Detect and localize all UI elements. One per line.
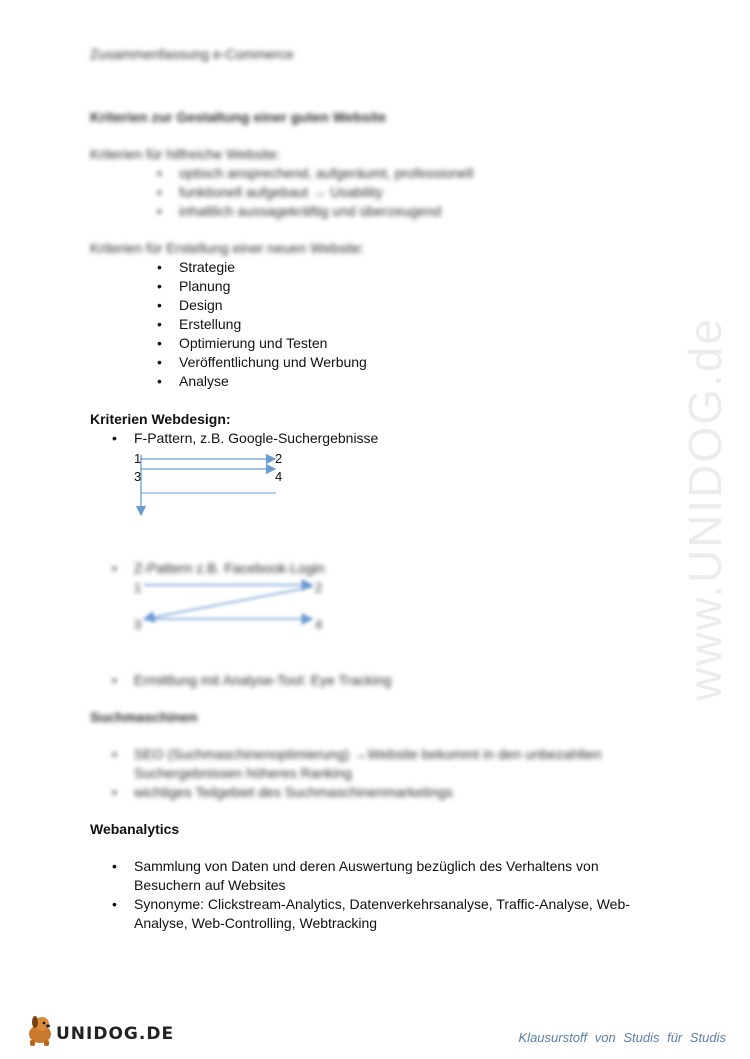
f-pattern-number-2: 2 xyxy=(275,451,283,466)
f-pattern-label: • F-Pattern, z.B. Google-Suchergebnisse xyxy=(134,429,378,448)
z-pattern-label: • Z-Pattern z.B. Facebook-Login xyxy=(134,559,325,578)
watermark-text: www.UNIDOG.de xyxy=(679,317,731,701)
z-pattern-number-4: 4 xyxy=(315,617,323,632)
list-item-continuation: Analyse, Web-Controlling, Webtracking xyxy=(134,915,378,931)
list-item: • Strategie xyxy=(179,258,235,277)
section-heading-suchmaschinen: Suchmaschinen xyxy=(90,709,198,725)
z-pattern-diagram xyxy=(130,575,330,633)
eye-tracking-item: • Ermittlung mit Analyse-Tool: Eye Tracking xyxy=(134,671,392,690)
list-item: • Design xyxy=(179,296,223,315)
list-item-continuation: Besuchern auf Websites xyxy=(134,877,286,893)
section-heading-webanalytics: Webanalytics xyxy=(90,821,180,837)
f-pattern-number-4: 4 xyxy=(275,469,283,484)
z-pattern-number-2: 2 xyxy=(315,580,323,595)
list-item: • optisch ansprechend, aufgeräumt, professionell xyxy=(179,164,473,183)
section-heading-website: Kriterien zur Gestaltung einer guten Website xyxy=(90,109,387,125)
z-pattern-arrow-diagonal xyxy=(144,587,312,619)
f-pattern-number-1: 1 xyxy=(134,451,142,466)
list-item: • Synonyme: Clickstream-Analytics, Datenverkehrsanalyse, Traffic-Analyse, Web- xyxy=(134,895,630,914)
list-item: • Analyse xyxy=(179,372,229,391)
document-header: Zusammenfassung e-Commerce xyxy=(90,46,294,62)
section-heading-webdesign: Kriterien Webdesign: xyxy=(90,411,231,427)
list-item: • funktionell aufgebaut → Usability xyxy=(179,183,383,202)
footer-tagline: Klausurstoff von Studis für Studis xyxy=(518,1030,726,1045)
criteria-new-label: Kriterien für Erstellung einer neuen Website: xyxy=(90,240,365,256)
criteria-helpful-label: Kriterien für hilfreiche Website: xyxy=(90,146,281,162)
dog-icon xyxy=(22,1012,58,1048)
f-pattern-diagram xyxy=(130,450,290,522)
list-item: • wichtiges Teilgebiet des Suchmaschinenmarketings xyxy=(134,783,453,802)
list-item-continuation: Suchergebnissen höheres Ranking xyxy=(134,765,352,781)
list-item: • Erstellung xyxy=(179,315,241,334)
z-pattern-number-3: 3 xyxy=(134,617,142,632)
list-item: • Optimierung und Testen xyxy=(179,334,327,353)
z-pattern-number-1: 1 xyxy=(134,580,142,595)
f-pattern-number-3: 3 xyxy=(134,469,142,484)
list-item: • Sammlung von Daten und deren Auswertung bezüglich des Verhaltens von xyxy=(134,857,599,876)
list-item: • Planung xyxy=(179,277,230,296)
list-item: • inhaltlich aussagekräftig und überzeugend xyxy=(179,202,441,221)
footer-logo xyxy=(22,1012,175,1048)
logo-text: UNIDOG.DE xyxy=(56,1024,175,1044)
list-item: • SEO (Suchmaschinenoptimierung) →Website bekommt in den unbezahlten xyxy=(134,745,601,764)
list-item: • Veröffentlichung und Werbung xyxy=(179,353,367,372)
